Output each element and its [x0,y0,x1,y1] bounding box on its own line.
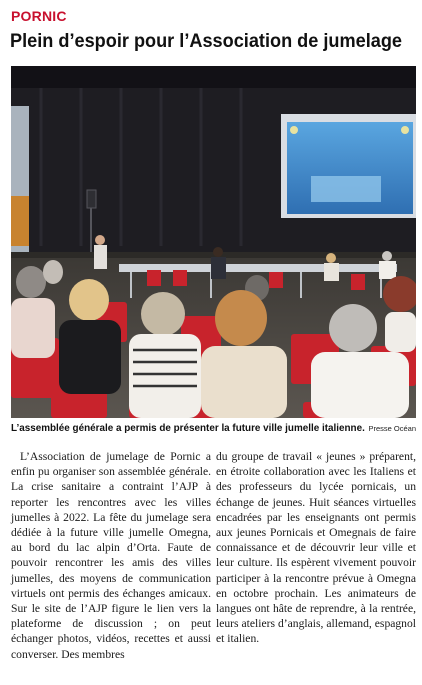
article-photo [11,66,416,418]
section-label: PORNIC [11,8,67,24]
article-body-column-right: du groupe de travail « jeunes » préparent, en étroite collaboration avec les Italiens et des professeurs du lycée pornicais, un échange de jeunes. Huit séances virtuelles encadrées par les enseignants ont permis aux jeunes Pornicais et Omegnais de faire connaissance et de découvrir leur ville et leur culture. Ils espèrent vivement pouvoir participer à la rencontre prévue à Omegna en octobre prochain. Les animateurs de langues ont hâte de reprendre, à la rentrée, leurs ateliers d’anglais, allemand, espagnol et italien. [216,450,416,646]
photo-credit: Presse Océan [368,424,416,433]
photo-caption: L’assemblée générale a permis de présenter la future ville jumelle italienne. [11,423,365,434]
article-body-column-left: L’Association de jumelage de Pornic a enfin pu organiser son assemblée générale. La crise sanitaire a contraint l’AJP à reporter les rencontres avec les villes jumelles à 2022. La fête du jumelage sera dédiée à la future ville jumelle Omegna, au bord du lac alpin d’Orta. Faute de pouvoir rencontrer les amis des villes jumelles, des moyens de communication virtuels ont permis des échanges amicaux. Sur le site de l’AJP figure le lien vers la plateforme de discussion ; on peut échanger photos, vidéos, recettes et aussi converser. Des membres [11,450,211,661]
article-headline: Plein d’espoir pour l’Association de jumelage [10,30,403,52]
